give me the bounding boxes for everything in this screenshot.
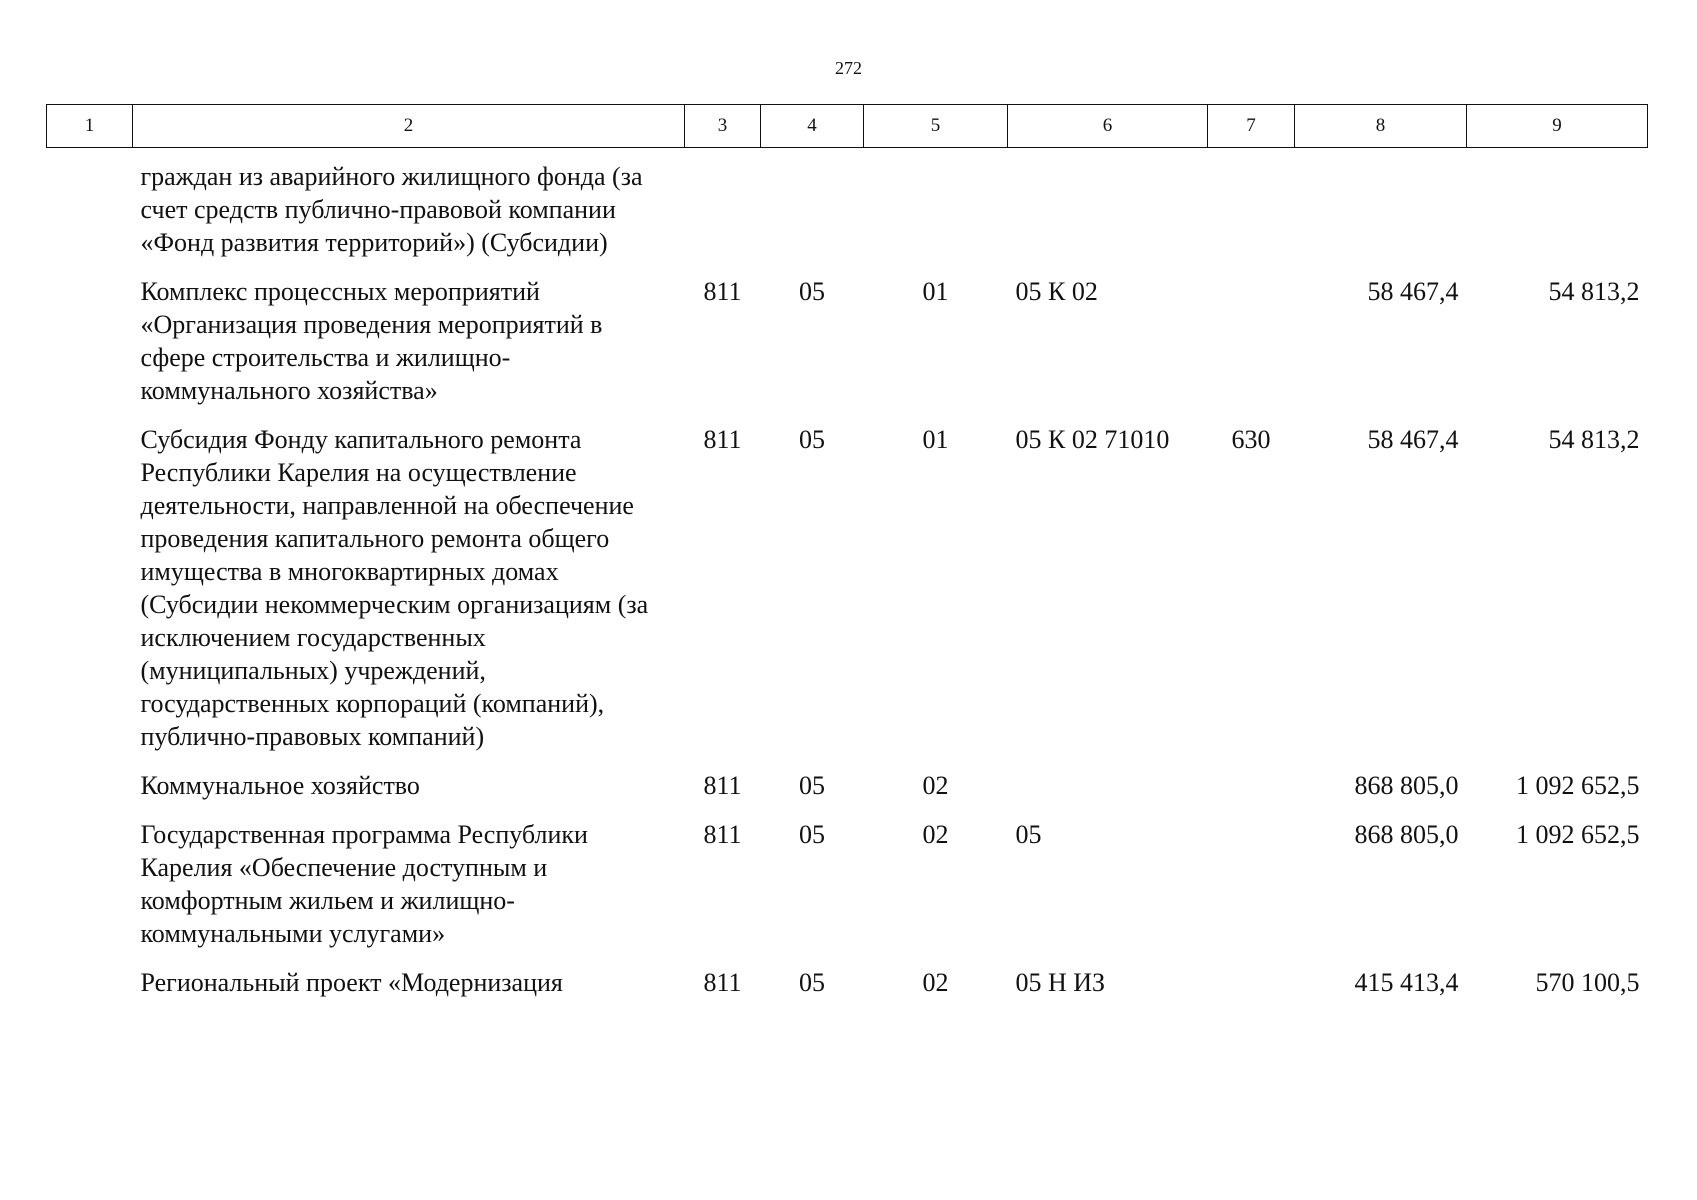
row-subsection: 01 [922,425,949,454]
row-target-article: 05 [1015,820,1042,849]
row-description: Коммунальное хозяйство [140,771,420,800]
row-expense-type [1208,769,1295,818]
row-subsection: 01 [922,277,949,306]
row-section: 05 [799,277,825,306]
row-admin-code: 811 [703,771,742,800]
row-description: Субсидия Фонду капитального ремонта Республики Карелия на осуществление деятельности, направленной на обеспечение проведения капитального ремонта общего имущества в многоквартирных домах (Субсидии некоммерческим организациям (за исключением государственных (муниципальных) учреждений, государственных корпораций (компаний), публично-правовых компаний) [140,425,649,751]
column-header-7: 7 [1208,105,1295,148]
row-index [47,769,133,818]
row-admin-code: 811 [703,425,742,454]
column-header-9: 9 [1467,105,1648,148]
row-amount-col8: 58 467,4 [1367,277,1459,306]
row-description: граждан из аварийного жилищного фонда (за счет средств публично-правовой компании «Фонд развития территорий») (Субсидии) [140,162,643,257]
row-description: Региональный проект «Модернизация [140,968,563,997]
column-header-6: 6 [1008,105,1208,148]
row-amount-col8: 415 413,4 [1354,968,1459,997]
row-expense-type [1208,148,1295,276]
row-target-article [1008,769,1208,818]
table-row [47,148,1648,276]
row-description: Комплекс процессных мероприятий «Организация проведения мероприятий в сфере строительства и жилищно-коммунального хозяйства» [140,277,603,405]
column-header-8: 8 [1295,105,1467,148]
column-header-5: 5 [864,105,1008,148]
row-amount-col8: 58 467,4 [1367,425,1459,454]
row-amount-col9: 54 813,2 [1548,425,1640,454]
row-section: 05 [799,820,825,849]
row-index [47,818,133,966]
row-target-article [1008,148,1208,276]
row-index [47,148,133,276]
row-amount-col9 [1467,148,1648,276]
row-amount-col8: 868 805,0 [1354,820,1459,849]
row-amount-col9: 54 813,2 [1548,277,1640,306]
row-target-article: 05 Н ИЗ [1015,968,1106,997]
table-row [47,818,1648,966]
row-expense-type [1208,275,1295,423]
row-subsection: 02 [922,968,949,997]
row-admin-code: 811 [703,820,742,849]
row-section [761,148,864,276]
row-description: Государственная программа Республики Карелия «Обеспечение доступным и комфортным жильем и жилищно-коммунальными услугами» [140,820,588,948]
row-index [47,275,133,423]
row-index [47,966,133,1015]
row-expense-type [1208,966,1295,1015]
row-subsection: 02 [922,820,949,849]
table-row [47,966,1648,1015]
column-header-3: 3 [685,105,761,148]
row-target-article: 05 К 02 71010 [1015,425,1170,454]
row-amount-col8: 868 805,0 [1354,771,1459,800]
row-admin-code [685,148,761,276]
row-amount-col9: 1 092 652,5 [1516,771,1640,800]
row-amount-col9: 570 100,5 [1535,968,1640,997]
table-row [47,423,1648,769]
row-section: 05 [799,968,825,997]
row-section: 05 [799,771,825,800]
row-subsection: 02 [922,771,949,800]
row-subsection [864,148,1008,276]
row-expense-type [1208,818,1295,966]
row-section: 05 [799,425,825,454]
column-header-4: 4 [761,105,864,148]
column-header-2: 2 [133,105,685,148]
row-target-article: 05 К 02 [1015,277,1098,306]
row-amount-col9: 1 092 652,5 [1516,820,1640,849]
row-admin-code: 811 [703,277,742,306]
table-row [47,769,1648,818]
row-index [47,423,133,769]
row-amount-col8 [1295,148,1467,276]
column-header-1: 1 [47,105,133,148]
budget-table [46,104,1648,1015]
column-number-row [47,105,1648,148]
row-admin-code: 811 [703,968,742,997]
table-row [47,275,1648,423]
page-number: 272 [835,58,862,78]
row-expense-type: 630 [1231,425,1271,454]
